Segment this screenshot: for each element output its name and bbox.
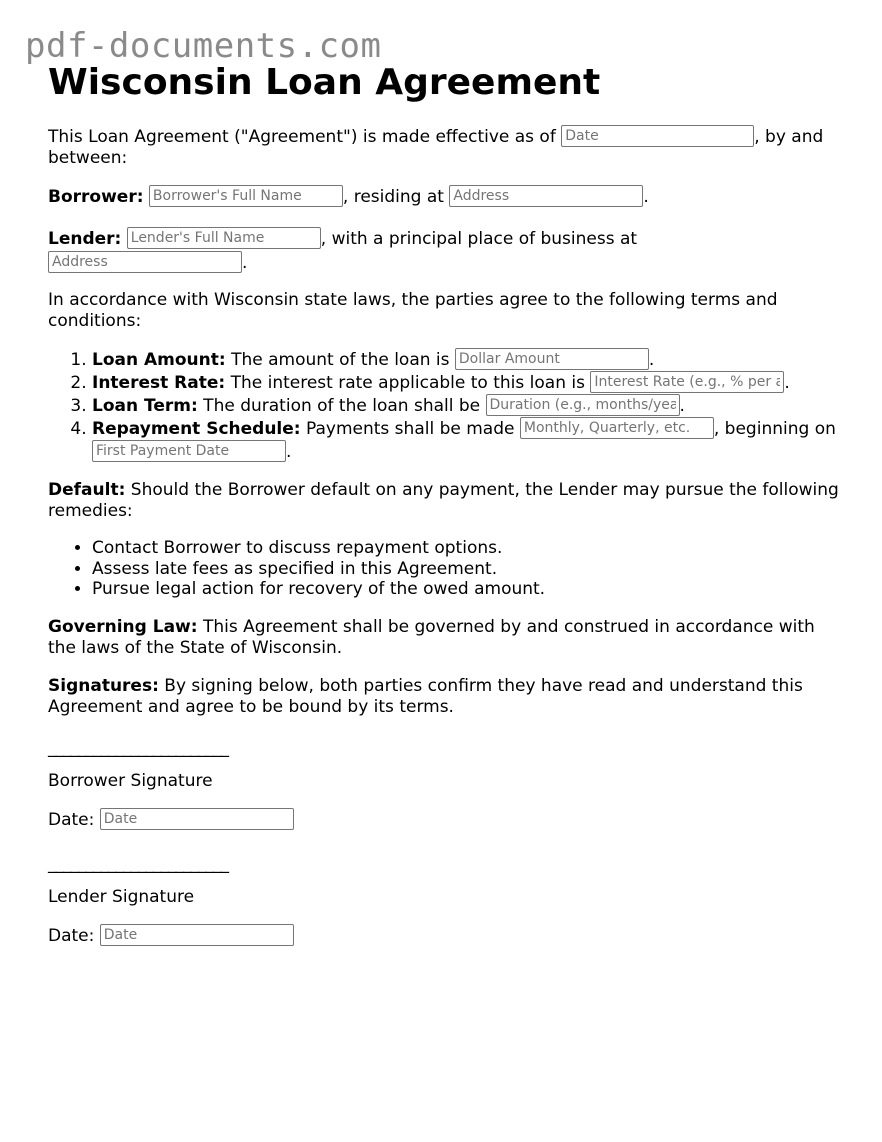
term-text: Payments shall be made [300,419,520,439]
default-label: Default: [48,480,126,500]
default-paragraph [48,480,848,522]
accordance-paragraph [48,290,848,332]
intro-text: This Loan Agreement ("Agreement") is made effective as of [48,127,562,147]
intro-paragraph [48,127,848,169]
term-end: . [784,373,790,393]
borrower-end: . [643,187,649,207]
date-label: Date: [48,810,100,830]
terms-list [48,349,848,464]
borrower-name-input[interactable] [149,185,343,207]
term-end: . [679,396,685,416]
effective-date-input[interactable] [561,125,754,147]
term-end: . [286,442,292,462]
residing-text: , residing at [342,187,450,207]
term-label: Interest Rate: [92,373,226,393]
term-text: , beginning on [713,419,836,439]
lender-date-input[interactable] [100,924,294,946]
accordance-text: In accordance with Wisconsin state laws, the parties agree to the following terms and conditions: [48,290,778,331]
governing-text: This Agreement shall be governed by and construed in accordance with the laws of the State of Wisconsin. [48,617,815,658]
lender-paragraph [48,227,848,275]
term-text: The duration of the loan shall be [197,396,486,416]
governing-label: Governing Law: [48,617,198,637]
term-item-loan-amount [92,349,848,372]
term-end: . [648,350,655,370]
list-item: • Assess late fees as specified in this Agreement. [92,559,848,580]
loan-amount-input[interactable] [455,348,649,370]
borrower-date-row [48,810,848,831]
term-item-loan-term [92,395,848,418]
page-title: Wisconsin Loan Agreement [48,62,601,103]
governing-law-paragraph [48,617,848,659]
watermark: pdf-documents.com [25,26,382,66]
default-text: Should the Borrower default on any payment, the Lender may pursue the following remedies: [48,480,839,521]
lender-end: . [242,253,248,273]
date-label: Date: [48,926,100,946]
lender-signature-line: ________________________ [48,854,228,874]
term-item-repayment-schedule [92,418,848,464]
signatures-text: By signing below, both parties confirm they have read and understand this Agreement and agree to be bound by its terms. [48,676,803,717]
borrower-label: Borrower: [48,187,144,207]
lender-date-row [48,926,848,947]
borrower-signature-line: ________________________ [48,738,228,758]
lender-signature-label: Lender Signature [48,887,195,907]
borrower-signature-label: Borrower Signature [48,771,213,791]
borrower-paragraph [48,187,848,208]
repayment-frequency-input[interactable] [520,417,714,439]
lender-label: Lender: [48,229,122,249]
loan-term-input[interactable] [486,394,680,416]
lender-name-input[interactable] [127,227,321,249]
remedies-list [48,538,848,600]
lender-address-input[interactable] [48,251,242,273]
term-label: Repayment Schedule: [92,419,301,439]
borrower-address-input[interactable] [449,185,643,207]
term-text: The amount of the loan is [225,350,455,370]
signatures-label: Signatures: [48,676,159,696]
borrower-date-input[interactable] [100,808,294,830]
business-text: , with a principal place of business at [320,229,638,249]
intro-text-after: , by and between: [48,127,824,168]
list-item: • Contact Borrower to discuss repayment options. [92,538,848,559]
term-label: Loan Amount: [92,350,226,370]
signatures-paragraph [48,676,848,718]
term-text: The interest rate applicable to this loan is [225,373,591,393]
term-label: Loan Term: [92,396,198,416]
interest-rate-input[interactable] [590,371,784,393]
first-payment-date-input[interactable] [92,440,286,462]
term-item-interest-rate [92,372,848,395]
list-item: • Pursue legal action for recovery of the owed amount. [92,579,848,600]
